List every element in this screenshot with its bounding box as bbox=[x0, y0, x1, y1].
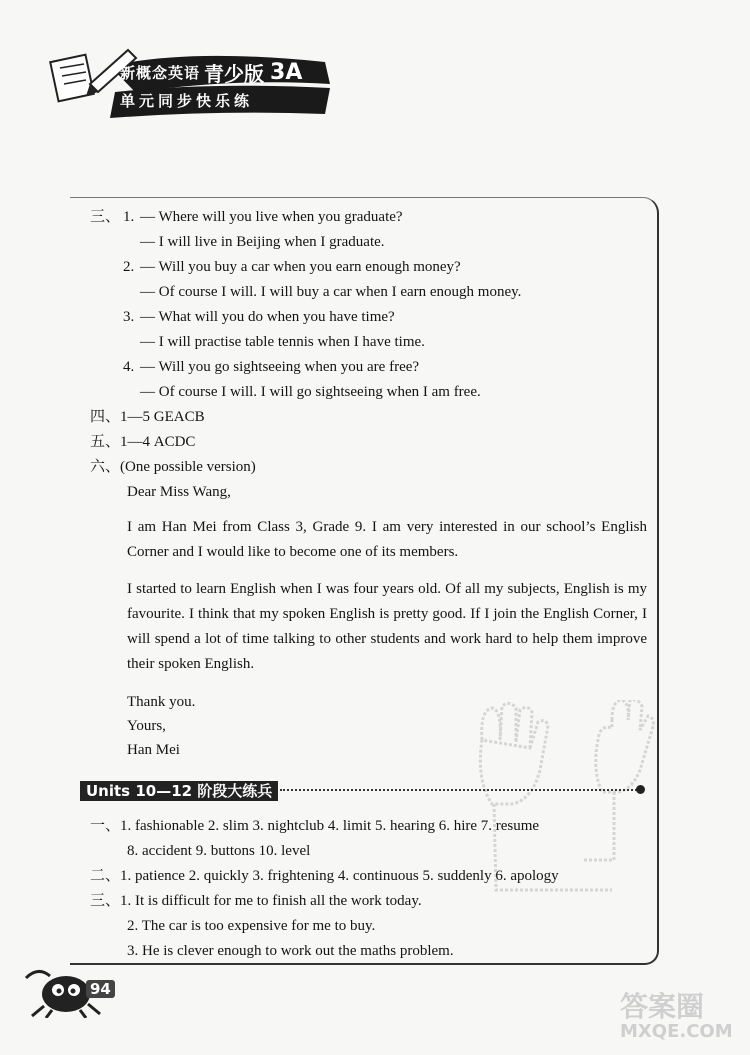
question-6-label: 六、(One possible version) bbox=[90, 459, 256, 475]
page-number: 94 bbox=[86, 980, 115, 998]
grade-label: 3A bbox=[270, 59, 303, 85]
logo-title bbox=[120, 58, 302, 86]
site-watermark bbox=[612, 985, 742, 1045]
series-name: 新概念英语 bbox=[120, 63, 201, 82]
letter-greeting: Dear Miss Wang, bbox=[127, 484, 231, 500]
question-3-label: 三、 bbox=[90, 209, 121, 225]
letter-paragraph-1: I am Han Mei from Class 3, Grade 9. I am very interested in our school’s English Corner and I would like to become one of its members. bbox=[127, 519, 647, 560]
item-2-question: — Will you buy a car when you earn enough money? bbox=[140, 259, 461, 275]
logo-subtitle: 单元同步快乐练 bbox=[120, 91, 254, 110]
item-4-answer: — Of course I will. I will go sightseeing when I am free. bbox=[140, 384, 481, 400]
units-q3-line-1: 三、1. It is difficult for me to finish all the work today. bbox=[90, 893, 422, 909]
units-q3-line-2: 2. The car is too expensive for me to buy. bbox=[127, 918, 376, 934]
section-title: Units 10—12 阶段大练兵 bbox=[80, 781, 278, 801]
item-2-number: 2. bbox=[123, 259, 135, 275]
watermark-line-2: MXQE.COM bbox=[620, 1021, 733, 1042]
section-divider-dot bbox=[636, 785, 645, 794]
watermark-line-1: 答案圈 bbox=[620, 990, 705, 1023]
question-5-answer: 五、1—4 ACDC bbox=[90, 434, 196, 450]
section-divider bbox=[280, 789, 640, 791]
item-3-number: 3. bbox=[123, 309, 135, 325]
item-1-answer: — I will live in Beijing when I graduate. bbox=[140, 234, 385, 250]
letter-thanks: Thank you. bbox=[127, 694, 196, 710]
item-4-question: — Will you go sightseeing when you are free? bbox=[140, 359, 420, 375]
units-q1-line-2: 8. accident 9. buttons 10. level bbox=[127, 843, 311, 859]
item-1-number: 1. bbox=[123, 209, 135, 225]
item-2-answer: — Of course I will. I will buy a car when I earn enough money. bbox=[140, 284, 522, 300]
question-4-answer: 四、1—5 GEACB bbox=[90, 409, 205, 425]
item-3-question: — What will you do when you have time? bbox=[140, 309, 395, 325]
letter-paragraph-2: I started to learn English when I was four years old. Of all my subjects, English is my favourite. I think that my spoken English is pretty good. If I join the English Corner, I will spend a lot of time talking to other students and work hard to help them improve their spoken English. bbox=[127, 581, 647, 672]
letter-closing: Yours, bbox=[127, 718, 166, 734]
item-3-answer: — I will practise table tennis when I have time. bbox=[140, 334, 425, 350]
item-4-number: 4. bbox=[123, 359, 135, 375]
units-q1-line-1: 一、1. fashionable 2. slim 3. nightclub 4. limit 5. hearing 6. hire 7. resume bbox=[90, 818, 540, 834]
units-q2: 二、1. patience 2. quickly 3. frightening 4. continuous 5. suddenly 6. apology bbox=[90, 868, 559, 884]
units-q3-line-3: 3. He is clever enough to work out the maths problem. bbox=[127, 943, 454, 959]
item-1-question: — Where will you live when you graduate? bbox=[140, 209, 403, 225]
edition-name: 青少版 bbox=[204, 61, 265, 86]
letter-signature: Han Mei bbox=[127, 742, 180, 758]
